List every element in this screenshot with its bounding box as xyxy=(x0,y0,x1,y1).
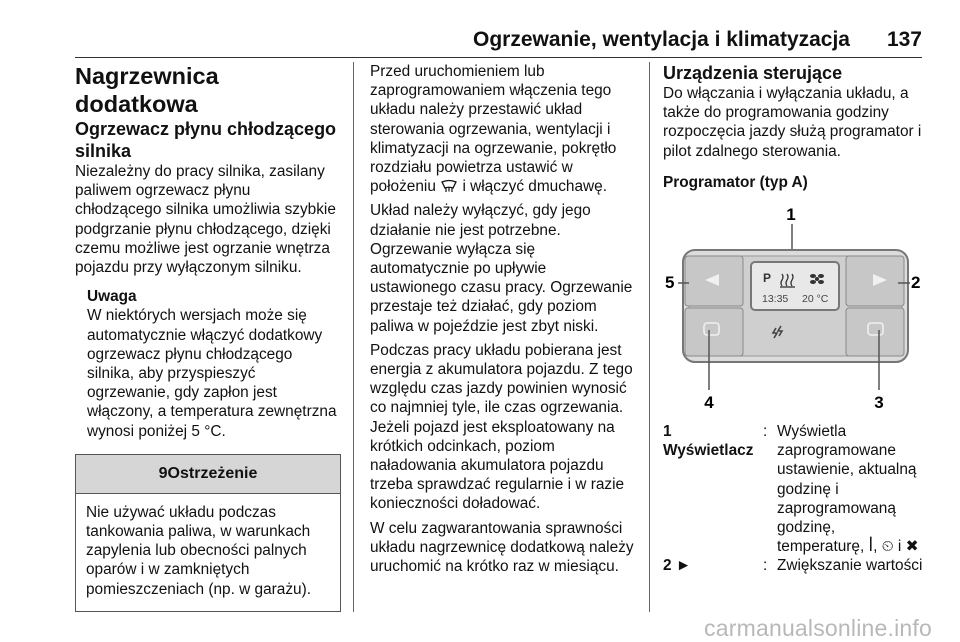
paragraph-2: Układ należy wyłączyć, gdy jego działanie nie jest potrzebne. Ogrzewanie wyłącza się automatycznie po upływie ustawionego czasu pracy. Ogrzewanie przestaje też działać, gdy poziom paliwa w pojeździe jest zbyt niski. xyxy=(370,202,633,335)
symbol-icons: ꟾ, ⏲ i ✖ xyxy=(868,538,919,556)
display-temp: 20 °C xyxy=(802,293,829,306)
column-1 xyxy=(75,62,341,612)
note-text: W niektórych wersjach może się automatycznie włączyć dodatkowy ogrzewacz płynu chłodzącego silnika, aby przyspieszyć ogrzewanie, gdy zapłon jest włączony, a temperatura zewnętrzna wynosi poniżej 5 °C. xyxy=(87,307,337,440)
column-divider xyxy=(353,62,354,612)
section-title: Urządzenia sterujące xyxy=(663,63,843,83)
callout-3: 3 xyxy=(874,393,884,413)
column-3 xyxy=(663,62,925,576)
subsection-title: Ogrzewacz płynu chłodzącego silnika xyxy=(75,119,337,161)
programmer-figure xyxy=(663,200,925,412)
definition-item: 1 Wyświetlacz : Wyświetla zaprogramowane ustawienie, aktualną godzinę i zaprogramowaną godzinę, temperaturę, ꟾ, ⏲ i ✖ xyxy=(663,423,919,556)
display-p: P xyxy=(763,271,772,286)
figure-title: Programator (typ A) xyxy=(663,173,808,191)
warning-box xyxy=(75,454,341,612)
column-divider xyxy=(649,62,650,612)
controls-paragraph: Do włączania i wyłączania układu, a także do programowania godziny rozpoczęcia jazdy służą programator i pilot zdalnego sterowania. xyxy=(663,85,922,160)
section-title: Nagrzewnica dodatkowa xyxy=(75,63,219,117)
intro-paragraph: Niezależny do pracy silnika, zasilany paliwem ogrzewacz płynu chłodzącego silnika umożliwia szybkie podgrzanie płynu chłodzącego, dzięki czemu możliwe jest ogrzanie wnętrza pojazdu przy wyłączonym silniku. xyxy=(75,163,336,277)
paragraph-1: Przed uruchomieniem lub zaprogramowaniem włączenia tego układu należy przestawić układ sterowania ogrzewania, wentylacji i klimatyzacji na ogrzewanie, pokrętło rozdziału powietrza ustawić w położeniu i włączyć dmuchawę. xyxy=(370,63,617,196)
definition-item: 2 ► : Zwiększanie wartości xyxy=(663,557,923,575)
callout-5: 5 xyxy=(665,273,675,293)
display-time: 13:35 xyxy=(762,293,789,306)
note-title: Uwaga xyxy=(87,288,137,306)
warning-header xyxy=(76,455,340,494)
windscreen-icon xyxy=(440,179,458,193)
header-rule xyxy=(75,57,922,58)
warning-title: Ostrzeżenie xyxy=(167,464,258,482)
paragraph-3: Podczas pracy układu pobierana jest energia z akumulatora pojazdu. Z tego względu czas jazdy powinien wynosić co najmniej tyle, ile czas ogrzewania. Jeżeli pojazd jest eksploatowany na krótkich odcinkach, poziom naładowania akumulatora pojazdu trzeba sprawdzać regularnie i w razie konieczności doładować. xyxy=(370,341,633,513)
column-2 xyxy=(370,62,635,581)
page-header xyxy=(0,0,960,58)
left-lower-button xyxy=(685,308,743,356)
note-block xyxy=(75,287,341,441)
warning-text: Nie używać układu podczas tankowania paliwa, w warunkach zapylenia lub obecności palnych oparów i w zamkniętych pomieszczeniach (np. w garażu). xyxy=(86,503,311,598)
callout-4: 4 xyxy=(704,393,714,413)
callout-2: 2 xyxy=(911,273,921,293)
callout-1: 1 xyxy=(786,205,796,225)
header-title: Ogrzewanie, wentylacja i klimatyzacja xyxy=(472,28,850,51)
paragraph-4: W celu zagwarantowania sprawności układu nagrzewnicę dodatkową należy uruchomić na krótko raz w miesiącu. xyxy=(370,519,634,576)
page-number: 137 xyxy=(886,28,922,51)
right-lower-button xyxy=(846,308,904,356)
watermark: carmanualsonline.info xyxy=(704,615,932,641)
warning-icon: 9 xyxy=(158,464,168,482)
